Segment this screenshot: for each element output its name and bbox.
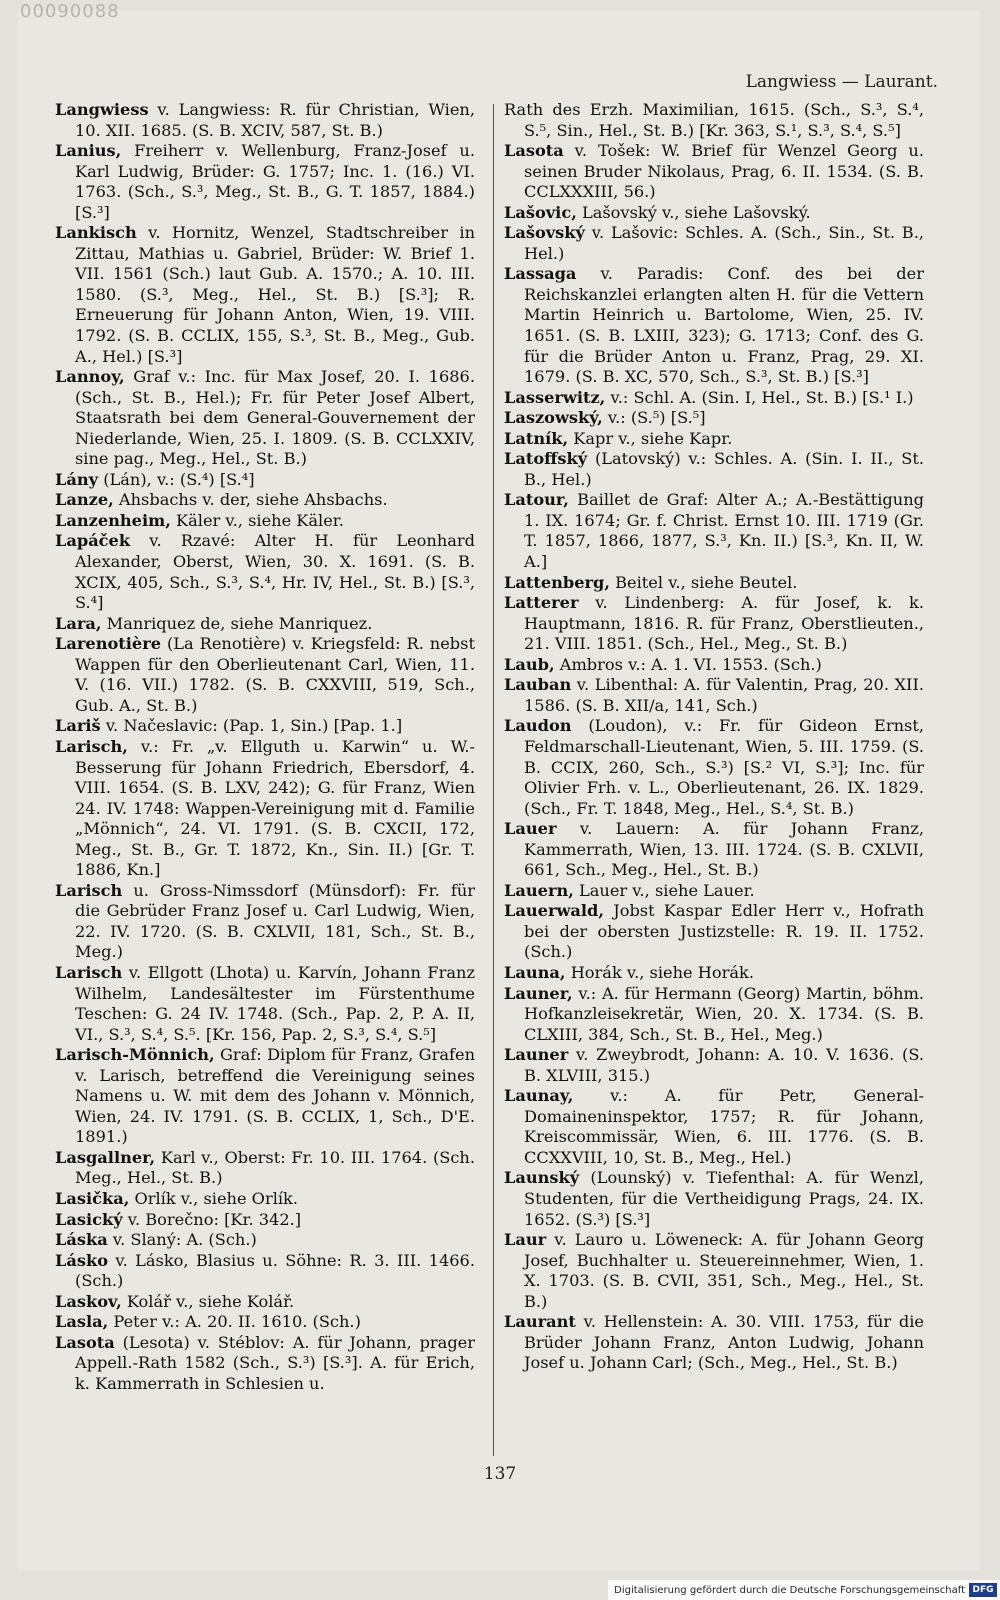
entry-headword: Laub, — [504, 654, 555, 674]
entry-text: v. Libenthal: A. für Valentin, Prag, 20. XII. 1586. (S. B. XII/a, 141, Sch.) — [524, 675, 924, 715]
register-entry — [504, 388, 924, 409]
register-entry — [504, 901, 924, 963]
entry-text: Manriquez de, siehe Manriquez. — [101, 613, 373, 633]
entry-headword: Lannoy, — [55, 367, 125, 387]
register-entry — [55, 141, 475, 223]
register-entry — [55, 1230, 475, 1251]
entry-text: v. Lauro u. Löweneck: A. für Johann Georg Josef, Buchhalter u. Steuereinnehmer, Wien, 1. X. 1703. (S. B. CVII, 351, Sch., Meg., Hel., St. B.) — [524, 1230, 924, 1311]
register-entry — [55, 1210, 475, 1231]
entry-text: (Lán), v.: (S.⁴) [S.⁴] — [98, 469, 255, 489]
entry-headword: Larenotière — [55, 634, 162, 654]
register-entry — [55, 1292, 475, 1313]
entry-text: v. Tošek: W. Brief für Wenzel Georg u. seinen Bruder Nikolaus, Prag, 6. II. 1534. (S. B. CCLXXXIII, 56.) — [524, 141, 924, 202]
entry-headword: Laszowský, — [504, 408, 603, 428]
register-entry — [504, 675, 924, 716]
register-entry — [504, 141, 924, 203]
register-entry — [504, 490, 924, 572]
entry-text: Ahsbachs v. der, siehe Ahsbachs. — [113, 490, 388, 510]
entry-headword: Lassaga — [504, 264, 577, 284]
register-entry — [504, 429, 924, 450]
register-entry — [504, 223, 924, 264]
entry-headword: Larisch-Mönnich, — [55, 1045, 215, 1065]
digitization-footer — [608, 1580, 1000, 1600]
register-entry — [504, 655, 924, 676]
entry-headword: Lašovský — [504, 223, 585, 243]
entry-headword: Lauer — [504, 819, 557, 839]
entry-text: Ambros v.: A. 1. VI. 1553. (Sch.) — [554, 654, 822, 674]
entry-headword: Lara, — [55, 613, 102, 633]
register-entry — [55, 490, 475, 511]
entry-headword: Lauban — [504, 675, 572, 695]
entry-headword: Laskov, — [55, 1291, 122, 1311]
register-entry — [55, 367, 475, 470]
entry-text: v. Paradis: Conf. des bei der Reichskanzlei erlangten alten H. für die Vettern Martin Heinrich u. Bartolome, Wien, 25. IV. 1651. (S. B. LXIII, 323); G. 1713; Conf. des G. für die Brüder Anton u. Franz, Prag, 29. XI. 1679. (S. B. XC, 570, Sch., S.³, St. B.) [S.³] — [524, 264, 924, 387]
entry-headword: Lapáček — [55, 531, 131, 551]
entry-headword: Láska — [55, 1230, 108, 1250]
entry-headword: Lattenberg, — [504, 572, 610, 592]
left-column — [55, 100, 475, 1394]
entry-text: v. Hellenstein: A. 30. VIII. 1753, für die Brüder Johann Franz, Anton Ludwig, Johann Josef u. Johann Carl; (Sch., Meg., Hel., St. B.) — [524, 1312, 924, 1373]
entry-text: v.: (S.⁵) [S.⁵] — [602, 408, 706, 428]
register-entry — [55, 1189, 475, 1210]
entry-headword: Launer, — [504, 983, 573, 1003]
entry-text: v. Slaný: A. (Sch.) — [107, 1230, 257, 1250]
entry-headword: Larisch — [55, 880, 123, 900]
entry-text: v.: A. für Hermann (Georg) Martin, böhm. Hofkanzleisekretär, Wien, 20. X. 1734. (S. B. CLXIII, 384, Sch., St. B., Hel., Meg.) — [524, 983, 924, 1044]
entry-headword: Lasota — [55, 1332, 115, 1352]
entry-text: v. Hornitz, Wenzel, Stadtschreiber in Zittau, Mathias u. Gabriel, Brüder: W. Brief 1. VII. 1561 (Sch.) laut Gub. A. 1570.; A. 10. III. 1580. (S.³, Meg., Hel., St. B.) [S.³]; R. Erneuerung für Johann Anton, Wien, 19. VIII. 1792. (S. B. CCLIX, 155, S.³, St. B., Meg., Gub. A., Hel.) [S.³] — [75, 223, 475, 366]
entry-headword: Latour, — [504, 490, 569, 510]
column-divider — [493, 104, 494, 1456]
register-entry — [55, 223, 475, 367]
entry-text: Orlík v., siehe Orlík. — [129, 1188, 298, 1208]
right-column — [504, 100, 924, 1374]
entry-headword: Lasota — [504, 141, 564, 161]
entry-text: Kapr v., siehe Kapr. — [568, 428, 733, 448]
entry-headword: Larisch, — [55, 736, 128, 756]
register-entry — [55, 963, 475, 1045]
entry-headword: Launa, — [504, 962, 566, 982]
entry-headword: Launský — [504, 1168, 580, 1188]
entry-headword: Latterer — [504, 593, 579, 613]
entry-headword: Latník, — [504, 428, 569, 448]
register-entry — [504, 881, 924, 902]
register-entry — [504, 203, 924, 224]
entry-text: (Loudon), v.: Fr. für Gideon Ernst, Feldmarschall-Lieutenant, Wien, 5. III. 1759. (S. B. CCIX, 260, Sch., S.³) [S.² VI, S.³]; Inc. für Olivier Frh. v. L., Oberlieutenant, 26. IX. 1829. (Sch., Fr. T. 1848, Meg., Hel., S.⁴, St. B.) — [524, 716, 924, 818]
dfg-logo: DFG — [969, 1583, 997, 1597]
entry-headword: Lauern, — [504, 880, 574, 900]
entry-text: v.: A. für Petr, General-Domaineninspektor, 1757; R. für Johann, Kreiscommissär, Wien, 6. III. 1776. (S. B. CCXXVIII, 10, St. B., Meg., Hel.) — [524, 1086, 924, 1167]
entry-text: Horák v., siehe Horák. — [565, 962, 754, 982]
entry-headword: Lasla, — [55, 1312, 109, 1332]
register-entry — [504, 716, 924, 819]
register-entry — [504, 593, 924, 655]
entry-headword: Lásko — [55, 1250, 108, 1270]
register-entry — [504, 1086, 924, 1168]
entry-headword: Lauerwald, — [504, 901, 604, 921]
register-entry — [504, 449, 924, 490]
entry-headword: Lariš — [55, 716, 101, 736]
register-entry — [504, 408, 924, 429]
register-entry — [55, 470, 475, 491]
register-entry — [504, 963, 924, 984]
register-entry — [55, 1148, 475, 1189]
entry-text: Beitel v., siehe Beutel. — [610, 572, 798, 592]
entry-headword: Laurant — [504, 1312, 576, 1332]
register-entry — [55, 614, 475, 635]
entry-text: Baillet de Graf: Alter A.; A.-Bestättigung 1. IX. 1674; Gr. f. Christ. Ernst 10. III. 1719 (Gr. T. 1857, 1866, 1877, S.³, Kn. II.) [S.³, Kn. II, W. A.] — [524, 490, 924, 572]
entry-text: Karl v., Oberst: Fr. 10. III. 1764. (Sch. Meg., Hel., St. B.) — [75, 1147, 475, 1188]
entry-headword: Launay, — [504, 1086, 574, 1106]
running-head: Langwiess — Laurant. — [745, 72, 938, 92]
register-entry — [55, 1045, 475, 1148]
register-entry — [504, 819, 924, 881]
entry-text: (La Renotière) v. Kriegsfeld: R. nebst Wappen für den Oberlieutenant Carl, Wien, 11. V. (16. VII.) 1782. (S. B. CXXVIII, 519, Sch., Gub. A., St. B.) — [75, 634, 475, 715]
entry-headword: Latoffský — [504, 449, 588, 469]
entry-text: Rath des Erzh. Maximilian, 1615. (Sch., S.³, S.⁴, S.⁵, Sin., Hel., St. B.) [Kr. 363, S.¹, S.³, S.⁴, S.⁵] — [504, 100, 924, 140]
register-entry — [504, 573, 924, 594]
register-entry — [55, 737, 475, 881]
register-entry — [55, 634, 475, 716]
entry-text: Käler v., siehe Käler. — [170, 510, 344, 530]
entry-text: (Latovský) v.: Schles. A. (Sin. I. II., St. B., Hel.) — [524, 449, 924, 489]
entry-text: Lašovský v., siehe Lašovský. — [576, 202, 811, 222]
register-entry — [504, 1168, 924, 1230]
entry-headword: Larisch — [55, 962, 123, 982]
entry-headword: Laudon — [504, 716, 572, 736]
entry-text: Freiherr v. Wellenburg, Franz-Josef u. Karl Ludwig, Brüder: G. 1757; Inc. 1. (16.) VI. 1763. (Sch., S.³, Meg., St. B., G. T. 1857, 1884.) [S.³] — [75, 141, 475, 222]
register-entry — [55, 531, 475, 613]
register-entry — [55, 1333, 475, 1395]
entry-text: v. Lindenberg: A. für Josef, k. k. Hauptmann, 1816. R. für Franz, Oberstlieuten., 21. VIII. 1851. (Sch., Hel., Meg., St. B.) — [524, 593, 924, 654]
entry-text: Graf v.: Inc. für Max Josef, 20. I. 1686. (Sch., St. B., Hel.); Fr. für Peter Josef Albert, Staatsrath bei dem General-Gouvernement der Niederlande, Wien, 25. I. 1809. (S. B. CCLXXIV, sine pag., Meg., Hel., St. B.) — [75, 367, 475, 469]
entry-text: Peter v.: A. 20. II. 1610. (Sch.) — [108, 1312, 361, 1332]
entry-headword: Lankisch — [55, 223, 137, 243]
entry-headword: Lány — [55, 469, 99, 489]
entry-text: v. Zweybrodt, Johann: A. 10. V. 1636. (S. B. XLVIII, 315.) — [524, 1045, 924, 1085]
register-entry — [504, 1230, 924, 1312]
entry-text: v. Načeslavic: (Pap. 1, Sin.) [Pap. 1.] — [100, 716, 403, 736]
register-entry — [55, 881, 475, 963]
register-entry — [55, 511, 475, 532]
register-entry — [55, 1251, 475, 1292]
entry-text: v. Lašovic: Schles. A. (Sch., Sin., St. B., Hel.) — [524, 223, 924, 263]
entry-headword: Lanze, — [55, 490, 114, 510]
register-entry — [55, 100, 475, 141]
entry-headword: Lasický — [55, 1209, 123, 1229]
entry-headword: Lasička, — [55, 1188, 130, 1208]
entry-text: v.: Schl. A. (Sin. I, Hel., St. B.) [S.¹ I.) — [605, 387, 914, 407]
register-entry — [504, 1312, 924, 1374]
register-entry — [504, 1045, 924, 1086]
register-entry — [55, 716, 475, 737]
entry-text: v. Rzavé: Alter H. für Leonhard Alexander, Oberst, Wien, 30. X. 1691. (S. B. XCIX, 405, Sch., S.³, S.⁴, Hr. IV, Hel., St. B.) [S.³, S.⁴] — [75, 531, 475, 613]
entry-headword: Langwiess — [55, 100, 149, 119]
register-entry — [504, 984, 924, 1046]
entry-text: v. Borečno: [Kr. 342.] — [122, 1209, 302, 1229]
entry-headword: Lašovic, — [504, 202, 577, 222]
entry-text: (Lounský) v. Tiefenthal: A. für Wenzl, Studenten, für die Vertheidigung Prags, 24. IX. 1652. (S.³) [S.³] — [524, 1168, 924, 1229]
entry-headword: Lanzenheim, — [55, 510, 171, 530]
page-number: 137 — [483, 1464, 517, 1484]
entry-text: v. Ellgott (Lhota) u. Karvín, Johann Franz Wilhelm, Landesältester im Fürstenthume Teschen: G. 24 IV. 1748. (Sch., Pap. 2, P. A. II, VI., S.³, S.⁴, S.⁵. [Kr. 156, Pap. 2, S.³, S.⁴, S.⁵] — [75, 962, 475, 1044]
entry-text: (Lesota) v. Stéblov: A. für Johann, prager Appell.-Rath 1582 (Sch., S.³) [S.³]. A. für Erich, k. Kammerrath in Schlesien u. — [75, 1332, 475, 1393]
entry-headword: Launer — [504, 1045, 569, 1065]
entry-headword: Laur — [504, 1230, 547, 1250]
entry-text: Jobst Kaspar Edler Herr v., Hofrath bei der obersten Justizstelle: R. 19. II. 1752. (Sch.) — [524, 901, 924, 962]
entry-text: Lauer v., siehe Lauer. — [573, 880, 755, 900]
register-entry — [504, 264, 924, 387]
entry-text: v. Lásko, Blasius u. Söhne: R. 3. III. 1466. (Sch.) — [75, 1250, 475, 1291]
entry-text: u. Gross-Nimssdorf (Münsdorf): Fr. für die Gebrüder Franz Josef u. Carl Ludwig, Wien, 22. IV. 1720. (S. B. CXLVII, 181, Sch., St. B., Meg.) — [75, 880, 475, 962]
entry-text: v.: Fr. „v. Ellguth u. Karwin“ u. W.-Besserung für Johann Friedrich, Ebersdorf, 4. VIII. 1654. (S. B. LXV, 242); G. für Franz, Wien 24. IV. 1748: Wappen-Vereinigung mit d. Familie „Mönnich“, 24. VI. 1791. (S. B. CXCII, 172, Meg., St. B., Gr. T. 1872, Kn., Sin. II.) [Gr. T. 1886, Kn.] — [75, 736, 475, 880]
entry-text: v. Lauern: A. für Johann Franz, Kammerrath, Wien, 13. III. 1724. (S. B. CXLVII, 661, Sch., Meg., Hel., St. B.) — [524, 819, 924, 880]
entry-headword: Lanius, — [55, 141, 122, 161]
footer-text: Digitalisierung gefördert durch die Deutsche Forschungsgemeinschaft — [614, 1584, 965, 1596]
register-entry — [55, 1312, 475, 1333]
scan-id: 00090088 — [20, 1, 120, 22]
entry-text: v. Langwiess: R. für Christian, Wien, 10. XII. 1685. (S. B. XCIV, 587, St. B.) — [75, 100, 475, 140]
entry-text: Graf: Diplom für Franz, Grafen v. Larisch, betreffend die Vereinigung seines Namens u. W. mit dem des Johann v. Mönnich, Wien, 24. IV. 1791. (S. B. CCLIX, 1, Sch., D'E. 1891.) — [75, 1045, 475, 1147]
entry-text: Kolář v., siehe Kolář. — [121, 1291, 295, 1311]
entry-headword: Lasserwitz, — [504, 387, 606, 407]
register-entry — [504, 100, 924, 141]
entry-headword: Lasgallner, — [55, 1147, 156, 1167]
